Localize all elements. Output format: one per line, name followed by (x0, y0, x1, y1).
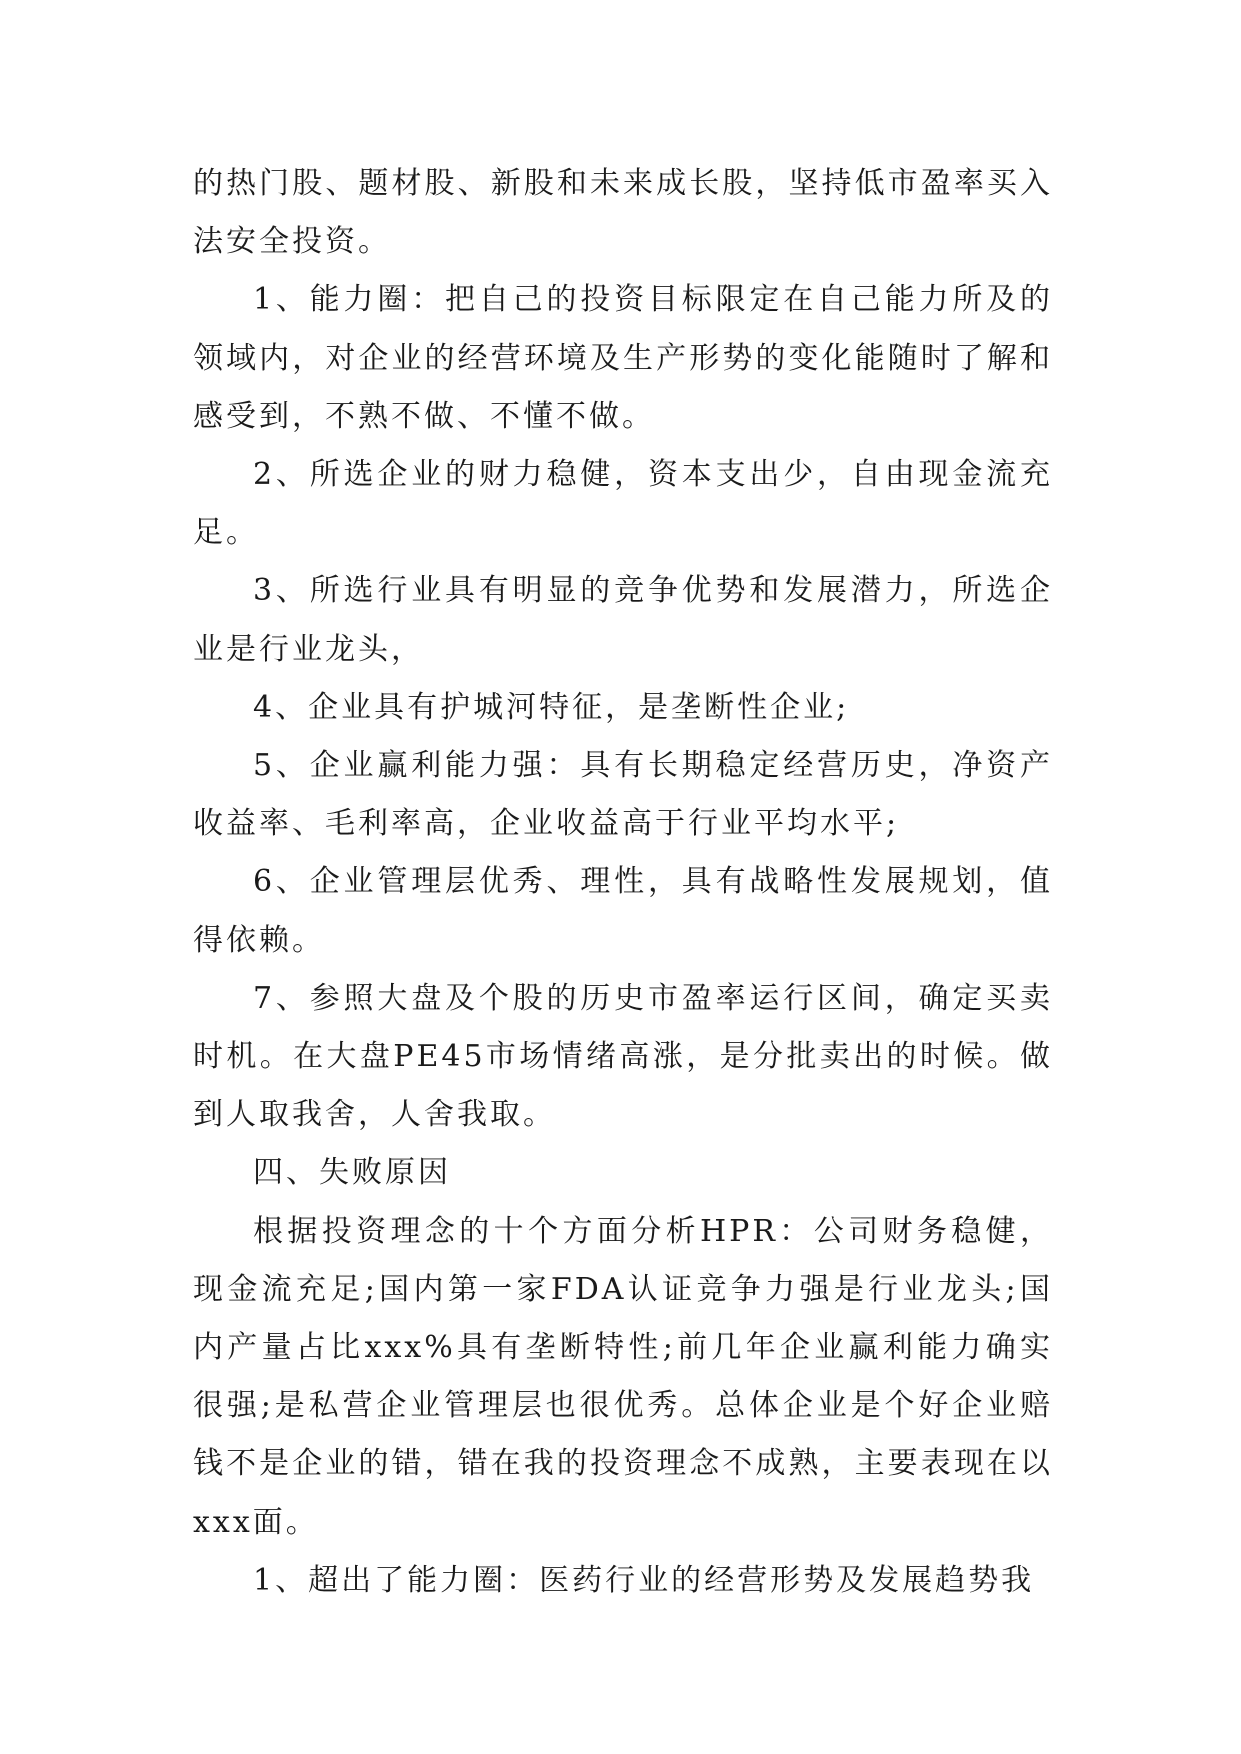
paragraph: 1、能力圈：把自己的投资目标限定在自己能力所及的领域内，对企业的经营环境及生产形势的变化能随时了解和感受到，不熟不做、不懂不做。 (193, 282, 1053, 434)
document-body (193, 155, 1053, 1610)
paragraph: 6、企业管理层优秀、理性，具有战略性发展规划，值得依赖。 (193, 864, 1053, 958)
paragraph: 3、所选行业具有明显的竞争优势和发展潜力，所选企业是行业龙头， (193, 573, 1053, 667)
paragraph: 5、企业赢利能力强：具有长期稳定经营历史，净资产收益率、毛利率高，企业收益高于行业平均水平; (193, 748, 1053, 842)
paragraph: 4、企业具有护城河特征，是垄断性企业; (253, 689, 850, 725)
paragraph: 7、参照大盘及个股的历史市盈率运行区间，确定买卖时机。在大盘PE45市场情绪高涨，是分批卖出的时候。做到人取我舍，人舍我取。 (193, 980, 1053, 1133)
paragraph: 的热门股、题材股、新股和未来成长股，坚持低市盈率买入法安全投资。 (193, 166, 1053, 260)
paragraph: 根据投资理念的十个方面分析HPR：公司财务稳健，现金流充足;国内第一家FDA认证竞争力强是行业龙头;国内产量占比xxx%具有垄断特性;前几年企业赢利能力确实很强;是私营企业管理层也很优秀。总体企业是个好企业赔钱不是企业的错，错在我的投资理念不成熟，主要表现在以xxx面。 (193, 1213, 1053, 1540)
paragraph: 1、超出了能力圈：医药行业的经营形势及发展趋势我 (253, 1562, 1035, 1598)
paragraph: 2、所选企业的财力稳健，资本支出少，自由现金流充足。 (193, 457, 1053, 551)
section-heading: 四、失败原因 (253, 1155, 451, 1191)
